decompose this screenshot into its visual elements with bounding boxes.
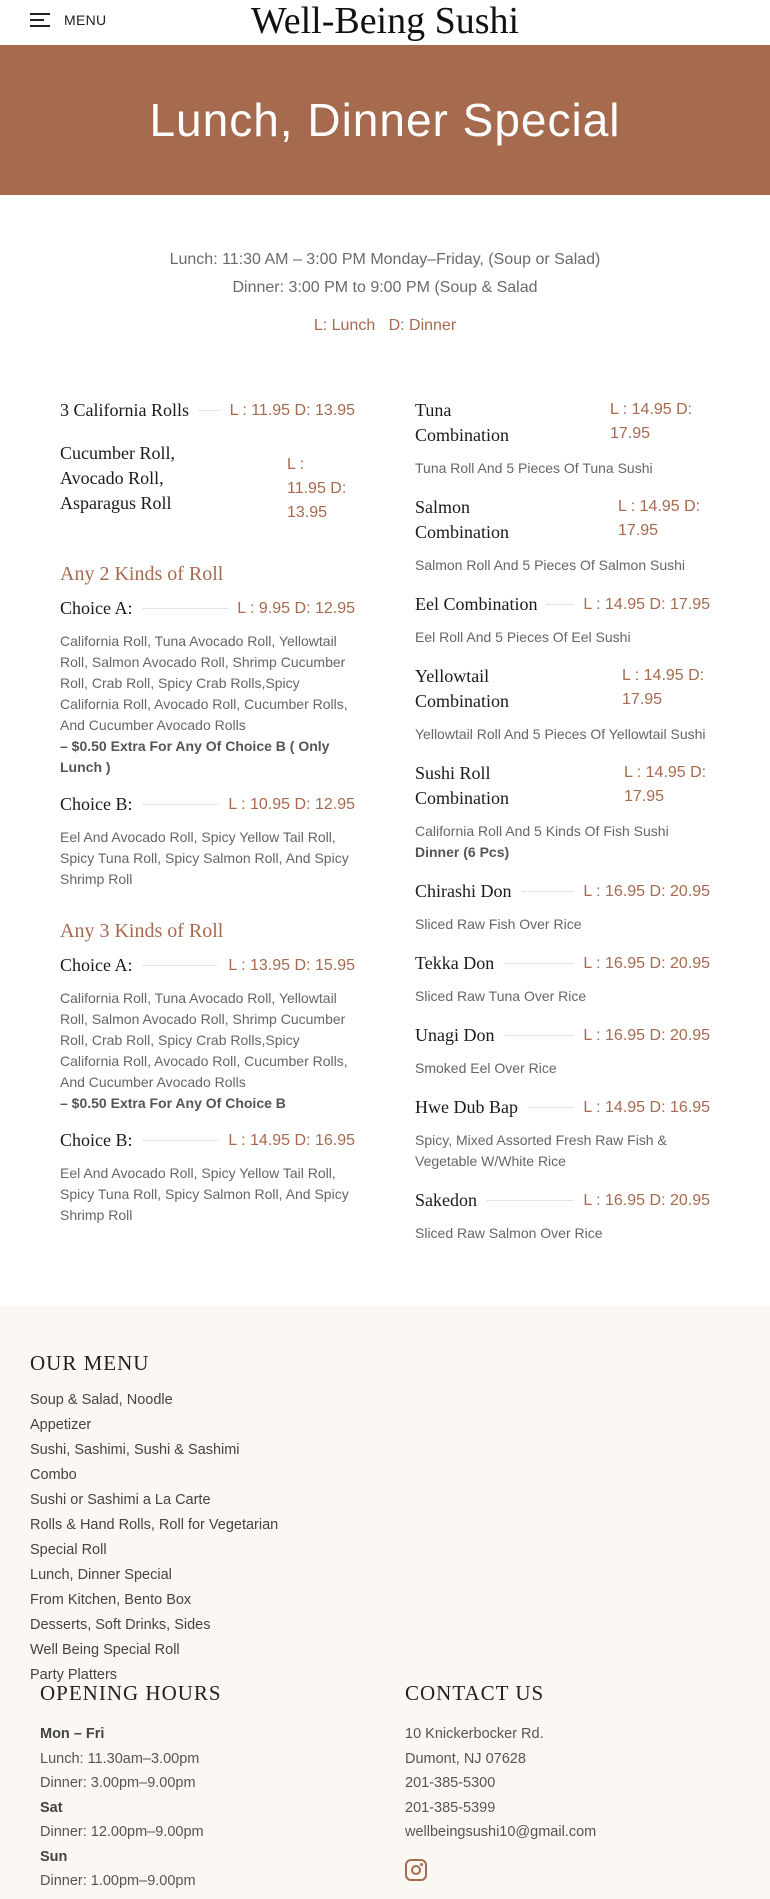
menu-item — [415, 592, 710, 617]
item-price: L : 14.95 D: 16.95 — [583, 1098, 710, 1116]
item-name: 3 California Rolls — [60, 400, 189, 420]
lunch-hours: Lunch: 11:30 AM – 3:00 PM Monday–Friday, (Soup or Salad) — [169, 251, 601, 268]
menu-item — [415, 1023, 710, 1048]
item-price: L : 16.95 D: 20.95 — [583, 1026, 710, 1044]
hours-line: Lunch: 11.30am–3.00pm — [40, 1750, 200, 1767]
menu-item — [60, 792, 355, 817]
site-footer — [0, 1305, 770, 1899]
hours-line: Dinner: 12.00pm–9.00pm — [40, 1824, 204, 1840]
item-name: Choice B: — [60, 1130, 133, 1150]
dotted-leader — [504, 963, 573, 964]
hours-day: Sun — [40, 1848, 68, 1865]
item-description: Sliced Raw Salmon Over Rice — [415, 1225, 603, 1241]
section-title: Any 3 Kinds of Roll — [60, 920, 224, 942]
footer-menu-link[interactable]: Rolls & Hand Rolls, Roll for Vegetarian Special Roll — [30, 1517, 279, 1558]
footer-menu-link[interactable]: Appetizer — [30, 1417, 92, 1433]
dotted-leader — [522, 891, 574, 892]
site-header — [0, 0, 770, 45]
footer-menu-link[interactable]: Sushi, Sashimi, Sushi & Sashimi Combo — [30, 1442, 240, 1483]
menu-item — [60, 596, 355, 621]
our-menu-title: OUR MENU — [30, 1351, 150, 1375]
item-name: Choice B: — [60, 794, 133, 814]
item-description: California Roll, Tuna Avocado Roll, Yellowtail Roll, Salmon Avocado Roll, Shrimp Cucumber Roll, Crab Roll, Spicy Crab Rolls,Spicy California Roll, Avocado Roll, Cucumber Rolls, And Cucumber Avocado Rolls – $0.50 Extra For Any Of Choice B ( Only Lunch ) — [60, 633, 348, 775]
item-description: Eel And Avocado Roll, Spicy Yellow Tail Roll, Spicy Tuna Roll, Spicy Salmon Roll, And Spicy Shrimp Roll — [60, 1165, 349, 1223]
dotted-leader — [143, 965, 219, 966]
dotted-leader — [143, 1140, 219, 1141]
menu-item — [60, 441, 355, 525]
our-menu — [30, 1351, 290, 1688]
item-description: Salmon Roll And 5 Pieces Of Salmon Sushi — [415, 557, 686, 573]
item-name: Yellowtail Combination — [415, 666, 509, 711]
footer-menu-link[interactable]: Desserts, Soft Drinks, Sides — [30, 1617, 211, 1633]
item-name: Salmon Combination — [415, 497, 509, 542]
item-description: California Roll And 5 Kinds Of Fish Sushi Dinner (6 Pcs) — [415, 823, 669, 860]
footer-menu-link[interactable]: Party Platters — [30, 1667, 118, 1683]
item-name: Chirashi Don — [415, 881, 512, 901]
phone-number[interactable]: 201-385-5399 — [405, 1799, 496, 1816]
item-description: Eel Roll And 5 Pieces Of Eel Sushi — [415, 629, 631, 645]
item-price: L : 16.95 D: 20.95 — [583, 1191, 710, 1209]
item-price: L : 11.95 D: 13.95 — [287, 456, 347, 521]
dotted-leader — [547, 604, 573, 605]
item-note: Dinner (6 Pcs) — [415, 844, 510, 860]
hours-line: Dinner: 3.00pm–9.00pm — [40, 1775, 196, 1791]
footer-menu-link[interactable]: Well Being Special Roll — [30, 1642, 180, 1658]
item-name: Sakedon — [415, 1190, 477, 1210]
menu-item — [60, 1128, 355, 1153]
dotted-leader — [143, 608, 228, 609]
item-name: Tuna Combination — [415, 400, 509, 445]
item-price: L : 14.95 D: 17.95 — [610, 401, 693, 442]
item-description: Smoked Eel Over Rice — [415, 1060, 557, 1076]
intro — [0, 246, 770, 340]
footer-menu-link[interactable]: Soup & Salad, Noodle — [30, 1392, 173, 1408]
item-name: Hwe Dub Bap — [415, 1097, 518, 1117]
instagram-icon[interactable] — [405, 1859, 427, 1881]
item-price: L : 14.95 D: 17.95 — [622, 667, 705, 708]
menu-item — [415, 1188, 710, 1213]
dotted-leader — [528, 1107, 573, 1108]
contact-title: CONTACT US — [405, 1681, 545, 1705]
item-name: Choice A: — [60, 955, 133, 975]
item-price: L : 11.95 D: 13.95 — [229, 401, 355, 419]
email-link[interactable]: wellbeingsushi10@gmail.com — [405, 1824, 597, 1840]
phone-number[interactable]: 201-385-5300 — [405, 1775, 496, 1791]
left-menu-column — [60, 398, 355, 1242]
item-description: Sliced Raw Fish Over Rice — [415, 916, 582, 932]
hours-day: Mon – Fri — [40, 1726, 105, 1742]
item-price: L : 16.95 D: 20.95 — [583, 954, 710, 972]
item-description: Eel And Avocado Roll, Spicy Yellow Tail Roll, Spicy Tuna Roll, Spicy Salmon Roll, And Spicy Shrimp Roll — [60, 829, 349, 887]
menu-item — [415, 664, 710, 714]
dotted-leader — [143, 804, 219, 805]
section-title: Any 2 Kinds of Roll — [60, 563, 224, 585]
item-name: Cucumber Roll, Avocado Roll, Asparagus Roll — [60, 443, 175, 513]
opening-hours — [40, 1681, 222, 1894]
menu-item — [60, 398, 355, 423]
price-legend: L: Lunch D: Dinner — [313, 317, 457, 334]
hours-line: Dinner: 1.00pm–9.00pm — [40, 1873, 196, 1889]
item-description: Sliced Raw Tuna Over Rice — [415, 988, 587, 1004]
item-price: L : 9.95 D: 12.95 — [237, 599, 355, 617]
item-description: Yellowtail Roll And 5 Pieces Of Yellowtail Sushi — [415, 726, 706, 742]
menu-item — [415, 1095, 710, 1120]
menu-item — [415, 761, 710, 811]
contact-us — [405, 1681, 596, 1886]
dotted-leader — [487, 1200, 573, 1201]
site-title[interactable]: Well-Being Sushi — [250, 0, 520, 42]
item-name: Sushi Roll Combination — [415, 763, 509, 808]
item-name: Tekka Don — [415, 953, 495, 973]
item-price: L : 10.95 D: 12.95 — [228, 795, 355, 813]
footer-menu-link[interactable]: Lunch, Dinner Special — [30, 1567, 172, 1583]
address-line: 10 Knickerbocker Rd. — [405, 1726, 544, 1742]
address-line: Dumont, NJ 07628 — [405, 1750, 526, 1767]
menu-item — [415, 951, 710, 976]
item-price: L : 16.95 D: 20.95 — [583, 882, 710, 900]
hero-banner — [0, 45, 770, 195]
item-name: Choice A: — [60, 598, 133, 618]
dotted-leader — [505, 1035, 574, 1036]
hours-day: Sat — [40, 1799, 63, 1816]
page-title: Lunch, Dinner Special — [149, 94, 621, 146]
menu-item — [60, 953, 355, 978]
item-price: L : 14.95 D: 17.95 — [624, 764, 707, 805]
item-price: L : 14.95 D: 17.95 — [583, 595, 710, 613]
item-note: – $0.50 Extra For Any Of Choice B ( Only Lunch ) — [60, 738, 330, 775]
menu-label[interactable]: MENU — [64, 12, 107, 28]
dotted-leader — [199, 410, 220, 411]
right-menu-column — [415, 398, 710, 1260]
dinner-hours: Dinner: 3:00 PM to 9:00 PM (Soup & Salad — [232, 279, 538, 296]
footer-menu-link[interactable]: From Kitchen, Bento Box — [30, 1592, 192, 1608]
opening-hours-title: OPENING HOURS — [40, 1681, 222, 1705]
item-description: California Roll, Tuna Avocado Roll, Yellowtail Roll, Salmon Avocado Roll, Shrimp Cucumber Roll, Crab Roll, Spicy Crab Rolls,Spicy California Roll, Avocado Roll, Cucumber Rolls, And Cucumber Avocado Rolls – $0.50 Extra For Any Of Choice B — [60, 990, 348, 1111]
footer-menu-link[interactable]: Sushi or Sashimi a La Carte — [30, 1492, 211, 1508]
item-price: L : 13.95 D: 15.95 — [228, 956, 355, 974]
menu-item — [415, 879, 710, 904]
menu-item — [415, 398, 710, 448]
menu-item — [415, 495, 710, 545]
item-description: Tuna Roll And 5 Pieces Of Tuna Sushi — [415, 460, 653, 476]
item-description: Spicy, Mixed Assorted Fresh Raw Fish & Vegetable W/White Rice — [415, 1132, 667, 1169]
item-name: Unagi Don — [415, 1025, 495, 1045]
item-price: L : 14.95 D: 17.95 — [618, 498, 701, 539]
footer-menu-list — [30, 1388, 290, 1688]
item-note: – $0.50 Extra For Any Of Choice B — [60, 1095, 286, 1111]
item-price: L : 14.95 D: 16.95 — [228, 1131, 355, 1149]
item-name: Eel Combination — [415, 594, 538, 614]
